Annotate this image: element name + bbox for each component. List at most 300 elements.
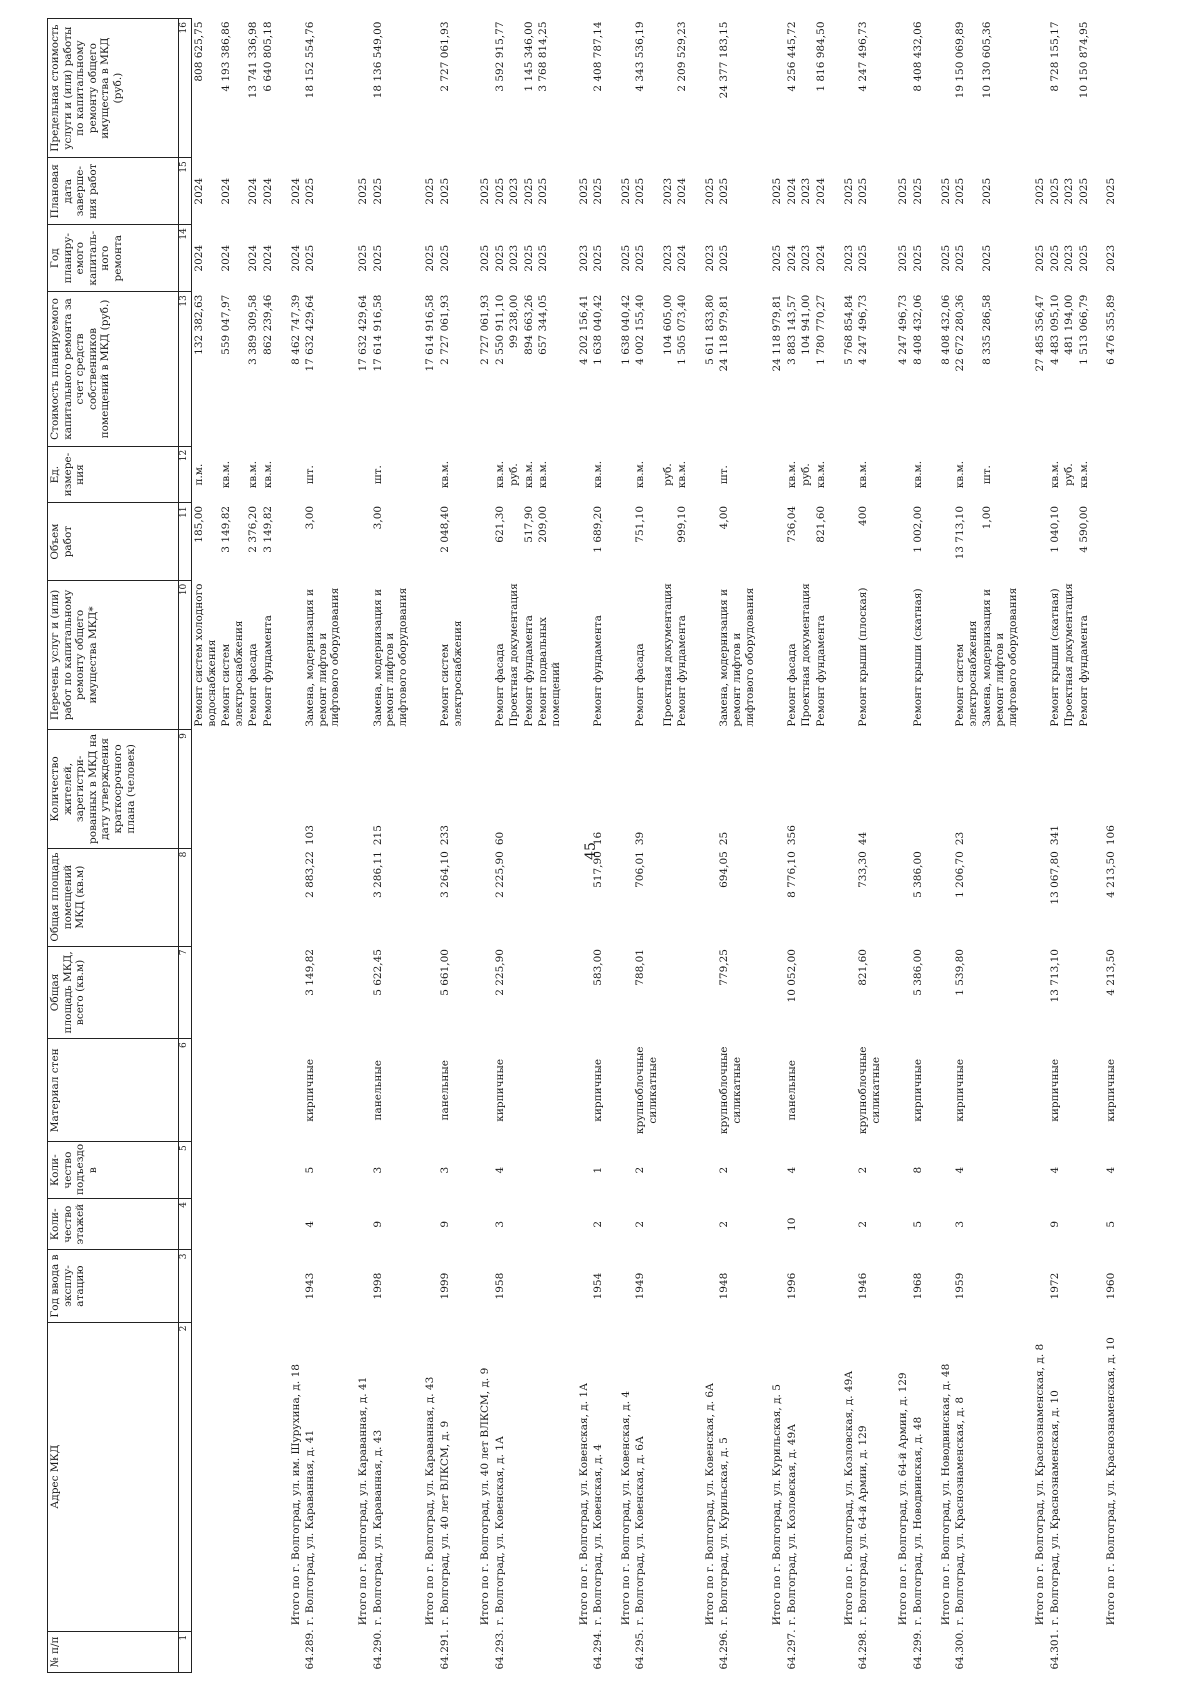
- planned-cost-cell: 22 672 280,36: [954, 294, 967, 372]
- planned-cost-cell: 1 513 066,79: [1077, 294, 1090, 365]
- table-row: [371, 19, 411, 1673]
- planned-year-cell: 2025: [371, 244, 384, 272]
- table-row: [911, 19, 926, 1673]
- row-number-cell: [276, 1631, 304, 1672]
- planned-year-cell: 2023: [800, 244, 813, 272]
- floors-cell: [522, 1198, 537, 1250]
- end-date-cell: 2023: [508, 177, 521, 205]
- end-date-cell: 2025: [897, 177, 910, 205]
- row-number-cell: [690, 1631, 718, 1672]
- work-type-cell: Замена, модернизация и ремонт лифтов и лифтового оборудования: [981, 587, 1019, 727]
- premises-area-cell: 2 883,22: [304, 851, 317, 898]
- residents-cell: [192, 730, 220, 849]
- year-built-cell: [246, 1250, 261, 1322]
- floors-cell: [926, 1198, 954, 1250]
- planned-cost-cell: 2 727 061,93: [438, 294, 451, 365]
- premises-area-cell: 733,30: [857, 851, 870, 888]
- residents-cell: [980, 730, 1020, 849]
- table-row: [980, 19, 1020, 1673]
- work-volume-cell: 4 590,00: [1077, 505, 1090, 553]
- planned-year-cell: 2025: [619, 244, 632, 272]
- total-area-cell: 779,25: [718, 949, 731, 986]
- planned-cost-cell: 17 632 429,64: [304, 294, 317, 372]
- max-cost-cell: 4 343 536,19: [634, 21, 647, 92]
- floors-cell: [1077, 1198, 1092, 1250]
- unit-cell: [276, 446, 304, 503]
- address-cell: Итого по г. Волгоград, ул. Ковенская, д. 4: [619, 1390, 632, 1626]
- entrances-cell: 4: [493, 1166, 506, 1174]
- end-date-cell: 2025: [634, 177, 647, 205]
- unit-cell: кв.м.: [592, 460, 605, 489]
- planned-cost-cell: 4 202 156,41: [577, 294, 590, 365]
- year-built-cell: [276, 1250, 304, 1322]
- column-number: 16: [179, 19, 192, 158]
- address-cell: [219, 1322, 246, 1631]
- planned-cost-cell: 104 605,00: [661, 294, 674, 355]
- entrances-cell: [564, 1142, 592, 1199]
- work-volume-cell: 517,90: [522, 505, 535, 543]
- unit-cell: шт.: [371, 465, 384, 485]
- end-date-cell: 2025: [619, 177, 632, 205]
- end-date-cell: 2025: [842, 177, 855, 205]
- planned-cost-cell: 4 002 155,40: [634, 294, 647, 365]
- planned-year-cell: 2024: [220, 244, 233, 272]
- address-cell: г. Волгоград, ул. Краснознаменская, д. 10: [1048, 1390, 1061, 1626]
- max-cost-cell: [564, 19, 592, 158]
- planned-cost-cell: 17 614 916,58: [371, 294, 384, 372]
- total-row: [465, 19, 493, 1673]
- total-area-cell: [757, 946, 785, 1039]
- floors-cell: 10: [785, 1217, 798, 1231]
- residents-cell: [261, 730, 276, 849]
- total-area-cell: [1077, 946, 1092, 1039]
- residents-cell: 25: [718, 831, 731, 846]
- year-built-cell: 1999: [438, 1272, 451, 1300]
- table-row: [661, 19, 676, 1673]
- floors-cell: [883, 1198, 911, 1250]
- planned-year-cell: 2023: [1063, 244, 1076, 272]
- planned-year-cell: 2025: [718, 244, 731, 272]
- end-date-cell: 2024: [220, 177, 233, 205]
- work-volume-cell: 13 713,10: [954, 505, 967, 560]
- end-date-cell: 2025: [703, 177, 716, 205]
- end-date-cell: 2025: [479, 177, 492, 205]
- planned-cost-cell: 657 344,05: [537, 294, 550, 355]
- wall-material-cell: кирпичные: [1105, 1058, 1118, 1122]
- wall-material-cell: [757, 1039, 785, 1142]
- total-area-cell: [564, 946, 592, 1039]
- table-row: [799, 19, 814, 1673]
- unit-cell: кв.м.: [954, 460, 967, 489]
- floors-cell: 9: [371, 1220, 384, 1228]
- column-header: Ед. измере-ния: [48, 446, 179, 503]
- work-volume-cell: 2 048,40: [438, 505, 451, 553]
- table-row: [536, 19, 563, 1673]
- work-type-cell: Ремонт фундамента: [814, 615, 827, 727]
- wall-material-cell: [883, 1039, 911, 1142]
- total-area-cell: [522, 946, 537, 1039]
- address-cell: [675, 1322, 690, 1631]
- floors-cell: [246, 1198, 261, 1250]
- unit-cell: [1020, 446, 1048, 503]
- total-area-cell: [1062, 946, 1077, 1039]
- premises-area-cell: [799, 848, 814, 946]
- residents-cell: 16: [592, 831, 605, 846]
- planned-year-cell: 2025: [857, 244, 870, 272]
- max-cost-cell: [926, 19, 954, 158]
- premises-area-cell: [276, 848, 304, 946]
- unit-cell: кв.м.: [1077, 460, 1090, 489]
- residents-cell: [465, 730, 493, 849]
- floors-cell: [564, 1198, 592, 1250]
- row-number-cell: [1062, 1631, 1077, 1672]
- row-number-cell: [606, 1631, 634, 1672]
- address-cell: [661, 1322, 676, 1631]
- floors-cell: [1020, 1198, 1048, 1250]
- wall-material-cell: [507, 1039, 522, 1142]
- planned-year-cell: 2025: [634, 244, 647, 272]
- wall-material-cell: кирпичные: [304, 1058, 317, 1122]
- planned-year-cell: 2024: [676, 244, 689, 272]
- planned-year-cell: 2024: [814, 244, 827, 272]
- premises-area-cell: [246, 848, 261, 946]
- planned-cost-cell: 8 408 432,06: [939, 294, 952, 365]
- wall-material-cell: [219, 1039, 246, 1142]
- residents-cell: [1020, 730, 1048, 849]
- wall-material-cell: [690, 1039, 718, 1142]
- wall-material-cell: [522, 1039, 537, 1142]
- end-date-cell: 2025: [981, 177, 994, 205]
- total-area-cell: 2 225,90: [493, 949, 506, 996]
- address-cell: [507, 1322, 522, 1631]
- residents-cell: [661, 730, 676, 849]
- entrances-cell: 3: [438, 1166, 451, 1174]
- unit-cell: [410, 446, 438, 503]
- work-type-cell: Проектная документация: [1063, 583, 1076, 727]
- premises-area-cell: 3 264,10: [438, 851, 451, 898]
- total-area-cell: 5 661,00: [438, 949, 451, 996]
- entrances-cell: 4: [1105, 1166, 1118, 1174]
- year-built-cell: 1960: [1105, 1272, 1118, 1300]
- wall-material-cell: [1077, 1039, 1092, 1142]
- address-cell: [799, 1322, 814, 1631]
- planned-year-cell: 2025: [479, 244, 492, 272]
- wall-material-cell: кирпичные: [1048, 1058, 1061, 1122]
- unit-cell: кв.м.: [911, 460, 924, 489]
- address-cell: Итого по г. Волгоград, ул. им. Шурухина, д. 18: [289, 1364, 302, 1626]
- residents-cell: [246, 730, 261, 849]
- row-number-cell: 64.294.: [592, 1629, 605, 1670]
- premises-area-cell: [536, 848, 563, 946]
- wall-material-cell: [926, 1039, 954, 1142]
- end-date-cell: 2025: [424, 177, 437, 205]
- max-cost-cell: 2 408 787,14: [592, 21, 605, 92]
- address-cell: г. Волгоград, ул. Ковенская, д. 1А: [493, 1436, 506, 1626]
- entrances-cell: [814, 1142, 829, 1199]
- entrances-cell: [246, 1142, 261, 1199]
- end-date-cell: 2025: [857, 177, 870, 205]
- planned-year-cell: 2023: [577, 244, 590, 272]
- total-area-cell: [675, 946, 690, 1039]
- table-row: [785, 19, 800, 1673]
- premises-area-cell: [219, 848, 246, 946]
- total-area-cell: [246, 946, 261, 1039]
- unit-cell: кв.м.: [634, 460, 647, 489]
- planned-year-cell: 2025: [493, 244, 506, 272]
- floors-cell: [465, 1198, 493, 1250]
- planned-cost-cell: 27 485 356,47: [1034, 294, 1047, 372]
- entrances-cell: 3: [371, 1166, 384, 1174]
- premises-area-cell: 8 776,10: [785, 851, 798, 898]
- max-cost-cell: 8 408 432,06: [911, 21, 924, 92]
- premises-area-cell: [980, 848, 1020, 946]
- address-cell: [1077, 1322, 1092, 1631]
- unit-cell: шт.: [718, 465, 731, 485]
- floors-cell: 2: [592, 1220, 605, 1228]
- work-volume-cell: 185,00: [193, 505, 205, 543]
- planned-year-cell: 2024: [261, 244, 274, 272]
- residents-cell: [410, 730, 438, 849]
- year-built-cell: [606, 1250, 634, 1322]
- premises-area-cell: [465, 848, 493, 946]
- column-header: Объем работ: [48, 503, 179, 580]
- work-volume-cell: [799, 503, 814, 580]
- entrances-cell: 2: [857, 1166, 870, 1174]
- table-row: [303, 19, 343, 1673]
- work-volume-cell: [1091, 503, 1119, 580]
- wall-material-cell: [980, 1039, 1020, 1142]
- planned-year-cell: 2024: [193, 244, 205, 272]
- premises-area-cell: [1077, 848, 1092, 946]
- column-number: 5: [179, 1142, 192, 1199]
- max-cost-cell: [1062, 19, 1077, 158]
- floors-cell: [261, 1198, 276, 1250]
- entrances-cell: [661, 1142, 676, 1199]
- column-header: Коли-чество этажей: [48, 1198, 179, 1250]
- floors-cell: [343, 1198, 371, 1250]
- table-row: [493, 19, 508, 1673]
- residents-cell: [536, 730, 563, 849]
- year-built-cell: 1958: [493, 1272, 506, 1300]
- unit-cell: [690, 446, 718, 503]
- address-cell: г. Волгоград, ул. Ковенская, д. 4: [592, 1444, 605, 1626]
- planned-cost-cell: 894 663,26: [522, 294, 535, 355]
- total-area-cell: [1020, 946, 1048, 1039]
- total-row: [757, 19, 785, 1673]
- year-built-cell: [564, 1250, 592, 1322]
- column-number: 4: [179, 1198, 192, 1250]
- year-built-cell: 1972: [1048, 1272, 1061, 1300]
- work-type-cell: Ремонт фундамента: [261, 615, 274, 727]
- table-row: [1062, 19, 1077, 1673]
- row-number-cell: 64.298.: [857, 1629, 870, 1670]
- end-date-cell: 2025: [356, 177, 369, 205]
- year-built-cell: [675, 1250, 690, 1322]
- total-area-cell: [883, 946, 911, 1039]
- column-header: Стоимость планируемого капитального ремонта за счет средств собственников помещений в МКД (руб.): [48, 292, 179, 447]
- residents-cell: 60: [493, 831, 506, 846]
- work-volume-cell: [1062, 503, 1077, 580]
- total-area-cell: 788,01: [634, 949, 647, 986]
- premises-area-cell: [261, 848, 276, 946]
- entrances-cell: [343, 1142, 371, 1199]
- floors-cell: [192, 1198, 220, 1250]
- column-number: 2: [179, 1322, 192, 1631]
- entrances-cell: 1: [592, 1166, 605, 1174]
- max-cost-cell: 1 816 984,50: [814, 21, 827, 92]
- year-built-cell: [536, 1250, 563, 1322]
- unit-cell: кв.м.: [814, 460, 827, 489]
- work-volume-cell: 3 149,82: [220, 505, 233, 553]
- premises-area-cell: [926, 848, 954, 946]
- row-number-cell: 64.295.: [634, 1629, 647, 1670]
- wall-material-cell: [564, 1039, 592, 1142]
- work-volume-cell: [883, 503, 911, 580]
- table-body: [192, 19, 1120, 1673]
- entrances-cell: [522, 1142, 537, 1199]
- end-date-cell: 2025: [911, 177, 924, 205]
- max-cost-cell: 10 150 874,95: [1077, 21, 1090, 99]
- planned-year-cell: 2025: [537, 244, 550, 272]
- entrances-cell: 4: [785, 1166, 798, 1174]
- residents-cell: 44: [857, 831, 870, 846]
- total-row: [606, 19, 634, 1673]
- end-date-cell: 2024: [193, 177, 205, 205]
- column-header: Общая площадь МКД, всего (кв.м): [48, 946, 179, 1039]
- residents-cell: [1077, 730, 1092, 849]
- wall-material-cell: [1020, 1039, 1048, 1142]
- row-number-cell: [799, 1631, 814, 1672]
- floors-cell: [606, 1198, 634, 1250]
- column-number: 14: [179, 225, 192, 292]
- year-built-cell: 1998: [371, 1272, 384, 1300]
- floors-cell: 3: [493, 1220, 506, 1228]
- wall-material-cell: [1062, 1039, 1077, 1142]
- address-cell: г. Волгоград, ул. 64-й Армии, д. 129: [857, 1425, 870, 1626]
- total-area-cell: [926, 946, 954, 1039]
- wall-material-cell: [536, 1039, 563, 1142]
- year-built-cell: 1959: [954, 1272, 967, 1300]
- year-built-cell: [410, 1250, 438, 1322]
- unit-cell: [883, 446, 911, 503]
- work-type-cell: [465, 580, 493, 729]
- total-area-cell: 13 713,10: [1048, 949, 1061, 1003]
- table-row: [219, 19, 246, 1673]
- year-built-cell: 1968: [911, 1272, 924, 1300]
- entrances-cell: [690, 1142, 718, 1199]
- premises-area-cell: [690, 848, 718, 946]
- wall-material-cell: [799, 1039, 814, 1142]
- premises-area-cell: [883, 848, 911, 946]
- entrances-cell: [1062, 1142, 1077, 1199]
- table-row: [717, 19, 757, 1673]
- planned-cost-cell: 4 483 095,10: [1048, 294, 1061, 365]
- residents-cell: [883, 730, 911, 849]
- address-cell: Итого по г. Волгоград, ул. 40 лет ВЛКСМ, д. 9: [479, 1367, 492, 1626]
- max-cost-cell: 1 145 346,00: [522, 21, 535, 92]
- column-number: 3: [179, 1250, 192, 1322]
- planned-year-cell: 2024: [289, 244, 302, 272]
- max-cost-cell: 6 640 805,18: [261, 21, 274, 92]
- wall-material-cell: [465, 1039, 493, 1142]
- work-type-cell: [276, 580, 304, 729]
- work-type-cell: Проектная документация: [508, 583, 521, 727]
- max-cost-cell: 2 209 529,23: [676, 21, 689, 92]
- total-area-cell: [829, 946, 857, 1039]
- year-built-cell: 1943: [304, 1272, 317, 1300]
- unit-cell: кв.м.: [785, 460, 798, 489]
- end-date-cell: 2024: [247, 177, 260, 205]
- entrances-cell: 2: [634, 1166, 647, 1174]
- work-type-cell: [606, 580, 634, 729]
- total-area-cell: 3 149,82: [304, 949, 317, 996]
- year-built-cell: [1077, 1250, 1092, 1322]
- end-date-cell: 2025: [438, 177, 451, 205]
- table-row: [633, 19, 660, 1673]
- work-volume-cell: [507, 503, 522, 580]
- wall-material-cell: [343, 1039, 371, 1142]
- work-type-cell: Ремонт фундамента: [676, 615, 689, 727]
- address-cell: г. Волгоград, ул. Курильская, д. 5: [718, 1437, 731, 1626]
- year-built-cell: [1062, 1250, 1077, 1322]
- planned-cost-cell: 862 239,46: [261, 294, 274, 355]
- max-cost-cell: 3 768 814,25: [537, 21, 550, 92]
- address-cell: Итого по г. Волгоград, ул. Ковенская, д. 6А: [703, 1382, 716, 1626]
- premises-area-cell: 517,90: [592, 851, 605, 888]
- address-cell: [814, 1322, 829, 1631]
- entrances-cell: [465, 1142, 493, 1199]
- floors-cell: [661, 1198, 676, 1250]
- premises-area-cell: [675, 848, 690, 946]
- total-area-cell: 5 386,00: [911, 949, 924, 996]
- floors-cell: [690, 1198, 718, 1250]
- total-area-cell: [507, 946, 522, 1039]
- wall-material-cell: кирпичные: [592, 1058, 605, 1122]
- year-built-cell: [192, 1250, 220, 1322]
- residents-cell: 356: [785, 825, 798, 846]
- planned-year-cell: 2025: [954, 244, 967, 272]
- work-volume-cell: 2 376,20: [247, 505, 260, 553]
- premises-area-cell: [343, 848, 371, 946]
- planned-year-cell: 2025: [897, 244, 910, 272]
- premises-area-cell: [564, 848, 592, 946]
- floors-cell: [507, 1198, 522, 1250]
- max-cost-cell: [1020, 19, 1048, 158]
- unit-cell: [757, 446, 785, 503]
- row-number-cell: [757, 1631, 785, 1672]
- end-date-cell: 2025: [1048, 177, 1061, 205]
- work-volume-cell: [661, 503, 676, 580]
- end-date-cell: 2023: [1063, 177, 1076, 205]
- work-type-cell: Ремонт фасада: [634, 643, 647, 727]
- year-built-cell: [926, 1250, 954, 1322]
- total-area-cell: [606, 946, 634, 1039]
- residents-cell: [814, 730, 829, 849]
- table-row: [522, 19, 537, 1673]
- work-volume-cell: 821,60: [814, 505, 827, 543]
- total-row: [410, 19, 438, 1673]
- floors-cell: [829, 1198, 857, 1250]
- entrances-cell: [757, 1142, 785, 1199]
- work-volume-cell: [606, 503, 634, 580]
- planned-cost-cell: 8 408 432,06: [911, 294, 924, 365]
- work-volume-cell: 3,00: [371, 505, 384, 530]
- column-header: Предельная стоимость услуги и (или) работы по капитальному ремонту общего имущества в МКД (руб.): [48, 19, 179, 158]
- unit-cell: [926, 446, 954, 503]
- year-built-cell: [757, 1250, 785, 1322]
- total-area-cell: [192, 946, 220, 1039]
- work-volume-cell: 1,00: [981, 505, 994, 530]
